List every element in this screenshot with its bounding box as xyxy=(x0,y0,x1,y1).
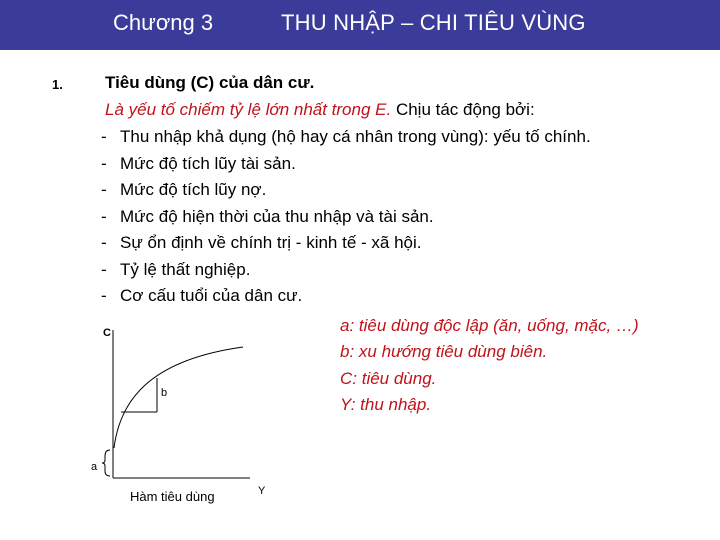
consumption-curve xyxy=(114,347,243,448)
factor-text: Mức độ tích lũy nợ. xyxy=(120,180,267,199)
legend-a: a: tiêu dùng độc lập (ăn, uống, mặc, …) xyxy=(340,316,639,335)
factor-text: Thu nhập khả dụng (hộ hay cá nhân trong vùng): yếu tố chính. xyxy=(120,127,591,146)
chapter-label: Chương 3 xyxy=(113,10,214,35)
factor-text: Mức độ hiện thời của thu nhập và tài sản. xyxy=(120,206,434,226)
x-axis-label: Y xyxy=(258,485,266,497)
intercept-label: a xyxy=(91,461,98,473)
list-dash: - xyxy=(101,153,107,173)
list-dash: - xyxy=(101,233,107,252)
slide-title: THU NHẬP – CHI TIÊU VÙNG xyxy=(281,10,586,35)
section-heading: Tiêu dùng (C) của dân cư. xyxy=(105,73,315,92)
slope-label: b xyxy=(161,387,168,399)
list-dash: - xyxy=(101,180,107,199)
list-dash: - xyxy=(101,127,107,146)
lead-emphasis: Là yếu tố chiếm tỷ lệ lớn nhất trong E. xyxy=(105,100,392,119)
factor-text: Sự ổn định về chính trị - kinh tế - xã hội. xyxy=(120,233,422,252)
legend-b: b: xu hướng tiêu dùng biên. xyxy=(340,342,548,361)
factor-text: Mức độ tích lũy tài sản. xyxy=(120,153,296,173)
diagram-caption: Hàm tiêu dùng xyxy=(130,489,215,504)
intercept-brace xyxy=(102,450,110,476)
y-axis-label: C xyxy=(103,327,111,339)
list-dash: - xyxy=(101,206,107,226)
factor-text: Tỷ lệ thất nghiệp. xyxy=(120,259,251,279)
list-dash: - xyxy=(101,286,107,305)
section-number: 1. xyxy=(52,77,63,92)
lead-rest: Chịu tác động bởi: xyxy=(391,100,535,119)
list-dash: - xyxy=(101,259,107,279)
legend-c: C: tiêu dùng. xyxy=(340,369,437,388)
legend-y: Y: thu nhập. xyxy=(340,395,432,414)
factor-text: Cơ cấu tuổi của dân cư. xyxy=(120,286,303,305)
